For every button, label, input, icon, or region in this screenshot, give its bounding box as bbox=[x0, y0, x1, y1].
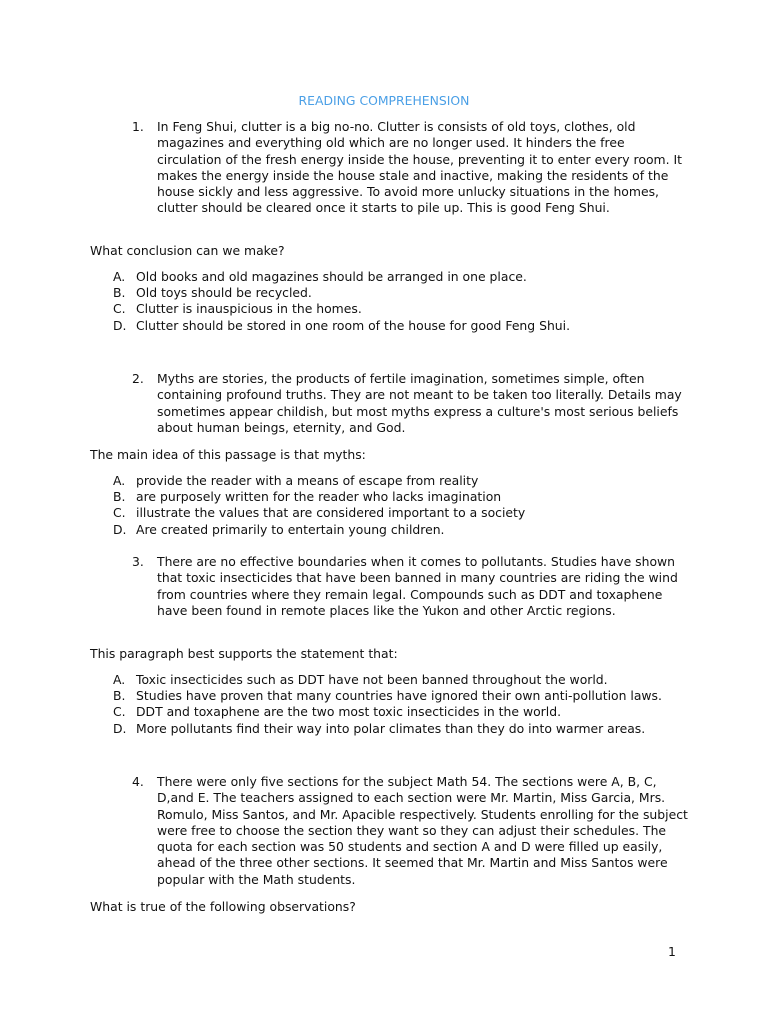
passage-4 bbox=[132, 774, 692, 888]
question-2: The main idea of this passage is that myths: bbox=[90, 447, 366, 462]
option-item bbox=[113, 489, 713, 505]
option-text: provide the reader with a means of escape from reality bbox=[136, 473, 479, 488]
option-item bbox=[113, 522, 713, 538]
option-item bbox=[113, 301, 713, 317]
question-4: What is true of the following observations? bbox=[90, 899, 356, 914]
option-letter: B. bbox=[113, 688, 126, 704]
option-letter: A. bbox=[113, 672, 126, 687]
question-1: What conclusion can we make? bbox=[90, 243, 285, 258]
passage-number: 1. bbox=[132, 119, 144, 134]
option-item bbox=[113, 672, 713, 688]
options-list-2 bbox=[113, 473, 713, 538]
option-letter: D. bbox=[113, 720, 127, 736]
option-letter: D. bbox=[113, 317, 127, 333]
option-text: More pollutants find their way into polar climates than they do into warmer areas. bbox=[136, 720, 646, 736]
option-item bbox=[113, 505, 713, 521]
option-text: Are created primarily to entertain young children. bbox=[136, 521, 445, 537]
option-item bbox=[113, 688, 713, 704]
option-letter: A. bbox=[113, 269, 126, 284]
option-item bbox=[113, 721, 713, 737]
option-item bbox=[113, 285, 713, 301]
passage-text: In Feng Shui, clutter is a big no-no. Clutter is consists of old toys, clothes, old magazines and everything old which are no longer used. It hinders the free circulation of the fresh energy inside the house, preventing it to enter every room. It makes the energy inside the house stale and inactive, making the residents of the house sickly and less aggressive. To avoid more unlucky situations in the homes, clutter should be cleared once it starts to pile up. This is good Feng Shui. bbox=[157, 119, 682, 216]
passage-2 bbox=[132, 371, 692, 436]
passage-3 bbox=[132, 554, 692, 619]
option-text: Old toys should be recycled. bbox=[136, 285, 312, 301]
option-text: DDT and toxaphene are the two most toxic insecticides in the world. bbox=[136, 704, 562, 720]
question-3: This paragraph best supports the statement that: bbox=[90, 646, 398, 661]
option-letter: C. bbox=[113, 301, 126, 317]
option-letter: C. bbox=[113, 704, 126, 720]
passage-text: There were only five sections for the subject Math 54. The sections were A, B, C, D,and E. The teachers assigned to each section were Mr. Martin, Miss Garcia, Mrs. Romulo, Miss Santos, and Mr. Apacible respectively. Students enrolling for the subject were free to choose the section they want so they can adjust their schedules. The quota for each section was 50 students and section A and D were filled up easily, ahead of the three other sections. It seemed that Mr. Martin and Miss Santos were popular with the Math students. bbox=[157, 774, 688, 887]
option-item bbox=[113, 318, 713, 334]
option-item bbox=[113, 704, 713, 720]
option-text: Toxic insecticides such as DDT have not been banned throughout the world. bbox=[136, 672, 608, 687]
option-text: Clutter should be stored in one room of the house for good Feng Shui. bbox=[136, 317, 571, 333]
passage-number: 4. bbox=[132, 774, 144, 789]
options-list-1 bbox=[113, 269, 713, 334]
option-letter: A. bbox=[113, 473, 126, 488]
passage-number: 3. bbox=[132, 554, 144, 569]
option-item bbox=[113, 473, 713, 489]
option-letter: B. bbox=[113, 489, 126, 505]
passage-text: Myths are stories, the products of fertile imagination, sometimes simple, often containing profound truths. They are not meant to be taken too literally. Details may sometimes appear childish, but most myths express a culture's most serious beliefs about human beings, eternity, and God. bbox=[157, 371, 682, 435]
option-text: are purposely written for the reader who lacks imagination bbox=[136, 489, 502, 505]
page-number: 1 bbox=[668, 944, 676, 959]
option-letter: D. bbox=[113, 521, 127, 537]
options-list-3 bbox=[113, 672, 713, 737]
document-title: READING COMPREHENSION bbox=[298, 93, 470, 108]
option-item bbox=[113, 269, 713, 285]
option-letter: C. bbox=[113, 505, 126, 521]
option-text: Clutter is inauspicious in the homes. bbox=[136, 301, 362, 317]
option-letter: B. bbox=[113, 285, 126, 301]
passage-text: There are no effective boundaries when it comes to pollutants. Studies have shown that toxic insecticides that have been banned in many countries are riding the wind from countries where they remain legal. Compounds such as DDT and toxaphene have been found in remote places like the Yukon and other Arctic regions. bbox=[157, 554, 678, 618]
option-text: illustrate the values that are considered important to a society bbox=[136, 505, 526, 521]
option-text: Old books and old magazines should be arranged in one place. bbox=[136, 269, 527, 284]
passage-1 bbox=[132, 119, 692, 217]
option-text: Studies have proven that many countries have ignored their own anti-pollution laws. bbox=[136, 688, 662, 704]
passage-number: 2. bbox=[132, 371, 144, 386]
